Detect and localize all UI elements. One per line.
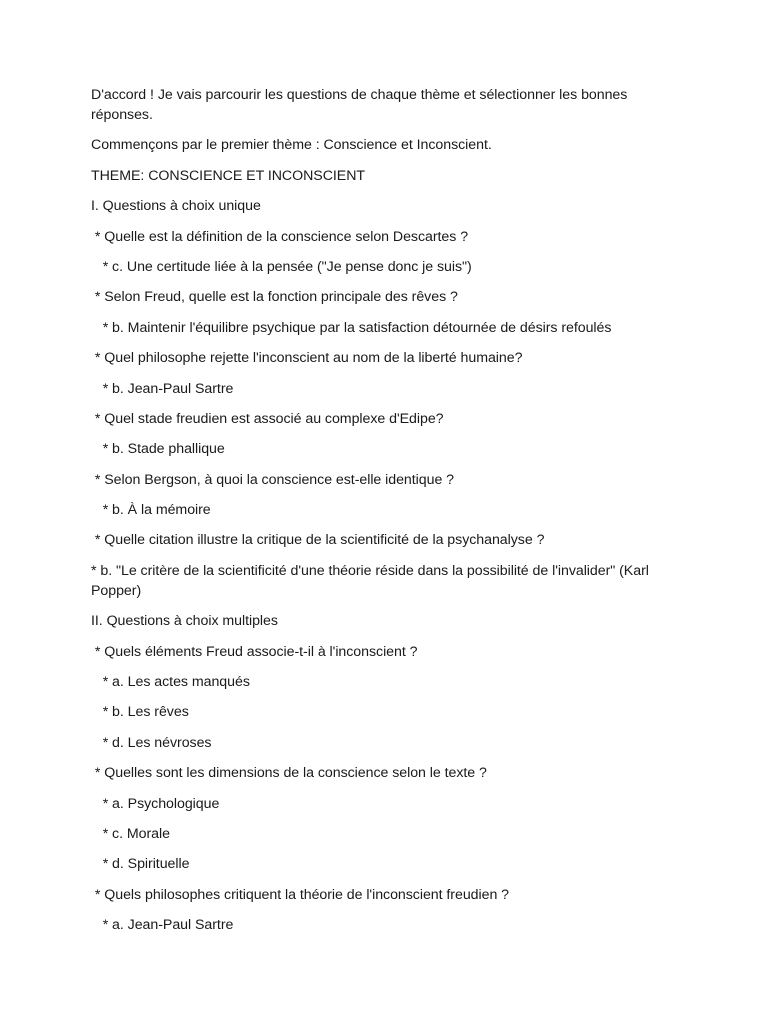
answer-item: * b. À la mémoire — [91, 502, 211, 519]
theme-heading: THEME: CONSCIENCE ET INCONSCIENT — [91, 167, 366, 184]
question-item: * Quelle est la définition de la conscience selon Descartes ? — [91, 228, 469, 245]
question-item: * Quel philosophe rejette l'inconscient au nom de la liberté humaine? — [91, 350, 523, 367]
answer-item: * d. Les névroses — [91, 734, 212, 751]
question-item: * Quels philosophes critiquent la théorie de l'inconscient freudien ? — [91, 886, 510, 903]
answer-item: * b. Jean-Paul Sartre — [91, 380, 234, 397]
question-item: * Quelles sont les dimensions de la conscience selon le texte ? — [91, 765, 487, 782]
question-item: * Quel stade freudien est associé au complexe d'Edipe? — [91, 410, 444, 427]
answer-item: * b. "Le critère de la scientificité d'une théorie réside dans la possibilité de l'invalider" (Karl Popper) — [91, 562, 649, 599]
answer-item: * a. Psychologique — [91, 795, 220, 812]
intro-paragraph: D'accord ! Je vais parcourir les questions de chaque thème et sélectionner les bonnes réponses. — [91, 87, 628, 123]
question-item: * Selon Bergson, à quoi la conscience est-elle identique ? — [91, 471, 455, 488]
answer-item: * a. Jean-Paul Sartre — [91, 917, 234, 934]
section-heading-single-choice: I. Questions à choix unique — [91, 198, 261, 215]
intro-theme-sentence: Commençons par le premier thème : Conscience et Inconscient. — [91, 137, 492, 154]
question-item: * Selon Freud, quelle est la fonction principale des rêves ? — [91, 289, 458, 306]
answer-item: * a. Les actes manqués — [91, 674, 250, 691]
question-item: * Quels éléments Freud associe-t-il à l'inconscient ? — [91, 643, 418, 660]
question-item: * Quelle citation illustre la critique de la scientificité de la psychanalyse ? — [91, 532, 545, 549]
answer-item: * b. Stade phallique — [91, 441, 225, 458]
answer-item: * c. Morale — [91, 825, 170, 842]
answer-item: * b. Les rêves — [91, 704, 189, 721]
answer-item: * d. Spirituelle — [91, 856, 190, 873]
answer-item: * c. Une certitude liée à la pensée ("Je pense donc je suis") — [91, 258, 472, 275]
section-heading-multiple-choice: II. Questions à choix multiples — [91, 613, 278, 630]
answer-item: * b. Maintenir l'équilibre psychique par la satisfaction détournée de désirs refoulés — [91, 319, 612, 336]
